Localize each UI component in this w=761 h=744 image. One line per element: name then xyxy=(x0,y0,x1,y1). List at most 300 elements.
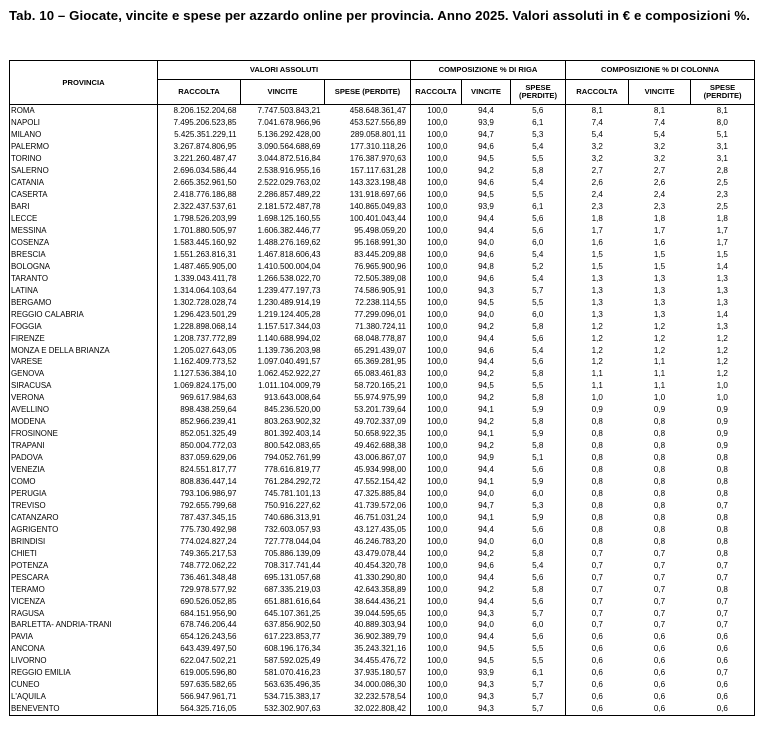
cell-colonna-raccolta: 0,6 xyxy=(591,632,603,642)
cell-vincite: 617.223.853,77 xyxy=(264,632,321,642)
cell-spese: 43.006.867,07 xyxy=(325,452,411,464)
cell-raccolta: 1.208.737.772,89 xyxy=(173,333,237,343)
cell-vincite: 732.603.057,93 xyxy=(264,524,321,534)
cell-riga-vincite: 94,4 xyxy=(478,465,494,475)
table-row xyxy=(10,476,755,488)
cell-spese: 41.330.290,80 xyxy=(325,571,411,583)
cell-spese: 34.455.476,72 xyxy=(325,655,411,667)
cell-provincia: PAVIA xyxy=(10,631,158,643)
cell-colonna-spese: 0,7 xyxy=(691,595,755,607)
table-row xyxy=(10,607,755,619)
cell-raccolta: 684.151.956,90 xyxy=(180,608,237,618)
table-row xyxy=(10,667,755,679)
cell-colonna-raccolta: 1,5 xyxy=(591,261,603,271)
cell-riga-raccolta: 100,0 xyxy=(427,226,448,235)
cell-vincite: 761.284.292,72 xyxy=(264,477,321,487)
cell-riga-vincite: 94,7 xyxy=(478,500,494,510)
cell-provincia: BRINDISI xyxy=(10,535,158,547)
cell-riga-spese: 5,6 xyxy=(511,571,566,583)
cell-colonna-raccolta: 0,8 xyxy=(591,524,603,534)
cell-raccolta: 837.059.629,06 xyxy=(180,453,237,463)
cell-colonna-vincite: 0,9 xyxy=(653,405,666,415)
cell-riga-spese: 5,1 xyxy=(511,452,566,464)
cell-spese: 42.643.358,89 xyxy=(325,583,411,595)
cell-vincite: 740.686.313,91 xyxy=(264,512,321,522)
cell-colonna-raccolta: 1,2 xyxy=(591,333,603,343)
cell-vincite: 1.698.125.160,55 xyxy=(257,214,321,224)
cell-raccolta: 1.314.064.103,64 xyxy=(173,285,237,295)
cell-provincia: BRESCIA xyxy=(10,248,158,260)
cell-colonna-spese: 1,3 xyxy=(691,272,755,284)
table-row xyxy=(10,499,755,511)
cell-vincite: 695.131.057,68 xyxy=(264,572,321,582)
cell-riga-raccolta: 100,0 xyxy=(427,345,448,355)
cell-colonna-spese: 1,2 xyxy=(691,368,755,380)
cell-colonna-vincite: 1,0 xyxy=(653,393,666,403)
header-spese-riga-line1: SPESE xyxy=(525,83,551,92)
cell-vincite: 708.317.741,44 xyxy=(264,560,321,570)
cell-colonna-raccolta: 1,3 xyxy=(591,273,603,283)
cell-colonna-vincite: 0,7 xyxy=(653,596,666,606)
cell-provincia: AVELLINO xyxy=(10,404,158,416)
cell-colonna-spese: 0,8 xyxy=(691,547,755,559)
cell-colonna-vincite: 1,3 xyxy=(653,273,666,283)
cell-riga-vincite: 94,4 xyxy=(478,357,494,367)
cell-colonna-spese: 0,7 xyxy=(691,607,755,619)
cell-colonna-vincite: 0,6 xyxy=(629,703,691,715)
cell-colonna-raccolta: 2,6 xyxy=(591,178,603,188)
header-raccolta: RACCOLTA xyxy=(158,80,241,105)
cell-raccolta: 1.701.880.505,97 xyxy=(173,226,237,235)
cell-colonna-spese: 0,8 xyxy=(691,535,755,547)
cell-colonna-spese: 0,8 xyxy=(691,488,755,500)
cell-colonna-spese: 1,7 xyxy=(691,225,755,237)
cell-provincia: MILANO xyxy=(10,129,158,141)
cell-colonna-raccolta: 2,7 xyxy=(591,166,603,176)
cell-provincia: TARANTO xyxy=(10,272,158,284)
cell-colonna-spese: 3,1 xyxy=(691,153,755,165)
cell-provincia: POTENZA xyxy=(10,559,158,571)
cell-provincia: REGGIO EMILIA xyxy=(10,667,158,679)
cell-raccolta: 852.051.325,49 xyxy=(180,429,237,439)
cell-riga-spese: 6,0 xyxy=(511,535,566,547)
cell-raccolta: 808.836.447,14 xyxy=(180,477,237,487)
cell-raccolta: 898.438.259,64 xyxy=(180,405,237,415)
cell-raccolta: 622.047.502,21 xyxy=(180,656,237,666)
cell-colonna-spese: 0,6 xyxy=(691,631,755,643)
cell-colonna-spese: 2,5 xyxy=(691,201,755,213)
cell-colonna-raccolta: 0,8 xyxy=(591,417,603,427)
cell-riga-raccolta: 100,0 xyxy=(427,512,448,522)
cell-riga-vincite: 94,4 xyxy=(478,524,494,534)
cell-spese: 50.658.922,35 xyxy=(325,428,411,440)
cell-riga-raccolta: 100,0 xyxy=(427,656,448,666)
cell-spese: 177.310.118,26 xyxy=(325,141,411,153)
cell-riga-vincite: 94,0 xyxy=(478,536,494,546)
cell-colonna-raccolta: 2,4 xyxy=(591,190,603,200)
cell-spese: 95.168.991,30 xyxy=(325,236,411,248)
table-row xyxy=(10,141,755,153)
cell-vincite: 2.522.029.763,02 xyxy=(257,178,321,188)
cell-colonna-vincite: 0,8 xyxy=(653,524,666,534)
cell-provincia: VENEZIA xyxy=(10,464,158,476)
table-row xyxy=(10,320,755,332)
cell-colonna-vincite: 0,8 xyxy=(653,536,666,546)
cell-raccolta: 736.461.348,48 xyxy=(180,572,237,582)
cell-spese: 176.387.970,63 xyxy=(325,153,411,165)
cell-colonna-vincite: 0,7 xyxy=(653,620,666,630)
cell-raccolta: 566.947.961,71 xyxy=(180,692,237,702)
cell-raccolta: 729.978.577,92 xyxy=(180,584,237,594)
cell-riga-spese: 5,3 xyxy=(511,129,566,141)
cell-raccolta: 850.004.772,03 xyxy=(180,441,237,451)
cell-provincia: FOGGIA xyxy=(10,320,158,332)
cell-vincite: 801.392.403,14 xyxy=(264,429,321,439)
cell-riga-spese: 6,0 xyxy=(511,308,566,320)
cell-provincia: FIRENZE xyxy=(10,332,158,344)
table-row xyxy=(10,583,755,595)
cell-riga-spese: 5,8 xyxy=(511,165,566,177)
cell-provincia: VERONA xyxy=(10,392,158,404)
table-row xyxy=(10,236,755,248)
cell-vincite: 7.041.678.966,96 xyxy=(257,118,321,128)
table-row xyxy=(10,464,755,476)
cell-provincia: COMO xyxy=(10,476,158,488)
cell-riga-vincite: 94,4 xyxy=(478,214,494,224)
cell-colonna-vincite: 0,8 xyxy=(653,417,666,427)
cell-spese: 72.238.114,55 xyxy=(325,296,411,308)
cell-colonna-vincite: 1,3 xyxy=(653,309,666,319)
cell-colonna-spese: 0,9 xyxy=(691,416,755,428)
cell-riga-spese: 5,7 xyxy=(511,284,566,296)
cell-provincia: MODENA xyxy=(10,416,158,428)
cell-colonna-raccolta: 0,6 xyxy=(591,692,603,702)
cell-colonna-vincite: 0,8 xyxy=(653,429,666,439)
cell-raccolta: 3.267.874.806,95 xyxy=(173,142,237,152)
cell-vincite: 1.488.276.169,62 xyxy=(257,237,321,247)
cell-riga-raccolta: 100,0 xyxy=(427,178,448,188)
cell-colonna-raccolta: 0,7 xyxy=(591,608,603,618)
cell-provincia: BOLOGNA xyxy=(10,260,158,272)
cell-provincia: SIRACUSA xyxy=(10,380,158,392)
cell-colonna-spese: 1,4 xyxy=(691,308,755,320)
cell-vincite: 563.635.496,35 xyxy=(264,680,321,690)
cell-colonna-spese: 0,9 xyxy=(691,440,755,452)
cell-riga-raccolta: 100,0 xyxy=(427,261,448,271)
cell-colonna-spese: 0,7 xyxy=(691,499,755,511)
cell-riga-vincite: 94,4 xyxy=(478,632,494,642)
cell-provincia: VARESE xyxy=(10,356,158,368)
cell-raccolta: 2.418.776.186,88 xyxy=(173,190,237,200)
cell-colonna-spese: 2,3 xyxy=(691,189,755,201)
cell-riga-vincite: 93,9 xyxy=(478,202,494,212)
cell-riga-raccolta: 100,0 xyxy=(427,297,448,307)
cell-vincite: 608.196.176,34 xyxy=(264,644,321,654)
cell-provincia: BENEVENTO xyxy=(10,703,158,715)
cell-colonna-raccolta: 0,6 xyxy=(591,656,603,666)
cell-colonna-spese: 0,6 xyxy=(691,643,755,655)
cell-riga-vincite: 94,6 xyxy=(478,142,494,152)
cell-vincite: 645.107.361,25 xyxy=(264,608,321,618)
cell-colonna-raccolta: 0,7 xyxy=(591,596,603,606)
cell-colonna-vincite: 0,7 xyxy=(653,584,666,594)
cell-colonna-vincite: 0,8 xyxy=(653,477,666,487)
cell-colonna-vincite: 0,8 xyxy=(653,441,666,451)
cell-colonna-raccolta: 0,8 xyxy=(591,512,603,522)
cell-spese: 453.527.556,89 xyxy=(325,117,411,129)
table-row xyxy=(10,703,755,715)
header-raccolta-riga: RACCOLTA xyxy=(411,80,462,105)
cell-vincite: 803.263.902,32 xyxy=(264,417,321,427)
cell-vincite: 3.090.564.688,69 xyxy=(257,142,321,152)
cell-provincia: TREVISO xyxy=(10,499,158,511)
cell-riga-spese: 5,5 xyxy=(511,189,566,201)
table-title: Tab. 10 – Giocate, vincite e spese per azzardo online per provincia. Anno 2025. Valori assoluti in € e composizioni %. xyxy=(9,8,750,23)
cell-provincia: GENOVA xyxy=(10,368,158,380)
cell-raccolta: 678.746.206,44 xyxy=(180,620,237,630)
cell-spese: 74.586.905,91 xyxy=(325,284,411,296)
cell-riga-spese: 5,7 xyxy=(511,691,566,703)
cell-colonna-raccolta: 1,1 xyxy=(591,381,603,391)
cell-riga-raccolta: 100,0 xyxy=(427,381,448,391)
cell-raccolta: 7.495.206.523,85 xyxy=(173,118,237,128)
header-spese-colonna-line2: (PERDITE) xyxy=(703,91,742,100)
cell-provincia: CATANZARO xyxy=(10,511,158,523)
cell-vincite: 794.052.761,99 xyxy=(264,453,321,463)
cell-provincia: VICENZA xyxy=(10,595,158,607)
cell-vincite: 1.062.452.922,27 xyxy=(257,369,321,379)
cell-riga-raccolta: 100,0 xyxy=(427,680,448,690)
table-row xyxy=(10,619,755,631)
cell-colonna-spese: 0,7 xyxy=(691,667,755,679)
cell-colonna-spese: 0,7 xyxy=(691,559,755,571)
cell-riga-vincite: 94,2 xyxy=(478,166,494,176)
cell-colonna-vincite: 1,3 xyxy=(653,285,666,295)
cell-spese: 47.552.154,42 xyxy=(325,476,411,488)
cell-colonna-spese: 1,0 xyxy=(691,380,755,392)
table-row xyxy=(10,308,755,320)
cell-vincite: 637.856.902,50 xyxy=(264,620,321,630)
cell-riga-vincite: 94,2 xyxy=(478,417,494,427)
cell-colonna-vincite: 5,4 xyxy=(653,130,666,140)
cell-colonna-raccolta: 1,1 xyxy=(591,369,603,379)
cell-colonna-vincite: 3,2 xyxy=(653,142,666,152)
cell-riga-spese: 5,5 xyxy=(511,655,566,667)
table-row xyxy=(10,691,755,703)
cell-riga-raccolta: 100,0 xyxy=(427,130,448,140)
cell-colonna-raccolta: 8,1 xyxy=(591,106,603,116)
cell-provincia: PALERMO xyxy=(10,141,158,153)
cell-spese: 157.117.631,28 xyxy=(325,165,411,177)
cell-colonna-spese: 1,3 xyxy=(691,320,755,332)
cell-colonna-raccolta: 0,6 xyxy=(591,644,603,654)
cell-riga-vincite: 94,4 xyxy=(478,572,494,582)
cell-colonna-raccolta: 1,2 xyxy=(591,357,603,367)
cell-riga-vincite: 94,1 xyxy=(478,429,494,439)
table-body xyxy=(10,105,755,716)
table-row xyxy=(10,440,755,452)
cell-spese: 43.479.078,44 xyxy=(325,547,411,559)
cell-colonna-raccolta: 2,3 xyxy=(591,202,603,212)
cell-provincia: L'AQUILA xyxy=(10,691,158,703)
cell-spese: 39.044.595,65 xyxy=(325,607,411,619)
cell-colonna-spese: 1,4 xyxy=(691,260,755,272)
cell-colonna-vincite: 0,8 xyxy=(653,500,666,510)
table-row xyxy=(10,452,755,464)
cell-riga-spese: 5,3 xyxy=(511,499,566,511)
cell-vincite: 745.781.101,13 xyxy=(264,488,321,498)
cell-provincia: REGGIO CALABRIA xyxy=(10,308,158,320)
cell-riga-spese: 5,6 xyxy=(511,105,566,117)
cell-riga-spese: 5,6 xyxy=(511,225,566,237)
cell-provincia: ROMA xyxy=(10,105,158,117)
cell-colonna-spese: 3,1 xyxy=(691,141,755,153)
cell-vincite: 913.643.008,64 xyxy=(264,393,321,403)
cell-vincite: 1.097.040.491,57 xyxy=(257,357,321,367)
cell-colonna-raccolta: 1,8 xyxy=(591,214,603,224)
cell-spese: 65.083.461,83 xyxy=(325,368,411,380)
cell-provincia: ANCONA xyxy=(10,643,158,655)
table-row xyxy=(10,332,755,344)
cell-spese: 38.644.436,21 xyxy=(325,595,411,607)
cell-riga-spese: 5,8 xyxy=(511,547,566,559)
cell-spese: 40.454.320,78 xyxy=(325,559,411,571)
cell-colonna-vincite: 3,2 xyxy=(653,154,666,164)
cell-riga-vincite: 94,6 xyxy=(478,178,494,188)
cell-riga-spese: 5,9 xyxy=(511,511,566,523)
cell-riga-raccolta: 100,0 xyxy=(427,249,448,259)
cell-riga-raccolta: 100,0 xyxy=(427,453,448,463)
cell-riga-spese: 5,8 xyxy=(511,440,566,452)
cell-riga-raccolta: 100,0 xyxy=(427,608,448,618)
cell-provincia: AGRIGENTO xyxy=(10,523,158,535)
cell-riga-spese: 5,6 xyxy=(511,356,566,368)
cell-riga-vincite: 94,2 xyxy=(478,321,494,331)
cell-raccolta: 1.228.898.068,14 xyxy=(173,321,237,331)
cell-vincite: 1.410.500.004,04 xyxy=(257,261,321,271)
cell-colonna-raccolta: 0,8 xyxy=(591,429,603,439)
cell-colonna-spese: 1,3 xyxy=(691,284,755,296)
cell-spese: 76.965.900,96 xyxy=(325,260,411,272)
cell-colonna-spese: 1,5 xyxy=(691,248,755,260)
header-provincia: PROVINCIA xyxy=(10,61,158,105)
cell-provincia: NAPOLI xyxy=(10,117,158,129)
cell-riga-vincite: 94,5 xyxy=(478,656,494,666)
cell-colonna-raccolta: 0,8 xyxy=(591,453,603,463)
cell-spese: 65.369.281,95 xyxy=(325,356,411,368)
cell-colonna-vincite: 1,1 xyxy=(653,381,666,391)
cell-colonna-vincite: 1,6 xyxy=(653,237,666,247)
cell-colonna-vincite: 1,7 xyxy=(653,226,666,235)
header-group-composizione-colonna: COMPOSIZIONE % DI COLONNA xyxy=(566,61,755,80)
cell-riga-spese: 5,9 xyxy=(511,428,566,440)
table-row xyxy=(10,189,755,201)
cell-colonna-vincite: 0,7 xyxy=(653,572,666,582)
cell-colonna-spese: 0,7 xyxy=(691,571,755,583)
cell-colonna-spese: 0,9 xyxy=(691,428,755,440)
cell-spese: 43.127.435,05 xyxy=(325,523,411,535)
cell-riga-spese: 6,1 xyxy=(511,117,566,129)
cell-provincia: MONZA E DELLA BRIANZA xyxy=(10,344,158,356)
cell-riga-raccolta: 100,0 xyxy=(427,166,448,176)
cell-colonna-raccolta: 1,5 xyxy=(591,249,603,259)
cell-vincite: 727.778.044,04 xyxy=(264,536,321,546)
cell-riga-spese: 5,4 xyxy=(511,272,566,284)
cell-riga-raccolta: 100,0 xyxy=(427,417,448,427)
cell-riga-spese: 5,7 xyxy=(511,679,566,691)
table-row xyxy=(10,643,755,655)
cell-riga-vincite: 94,5 xyxy=(478,297,494,307)
cell-colonna-raccolta: 1,3 xyxy=(591,297,603,307)
cell-colonna-vincite: 0,8 xyxy=(653,465,666,475)
cell-riga-raccolta: 100,0 xyxy=(427,357,448,367)
cell-colonna-raccolta: 0,6 xyxy=(566,703,629,715)
cell-vincite: 1.606.382.446,77 xyxy=(257,226,321,235)
cell-riga-vincite: 94,3 xyxy=(478,680,494,690)
cell-colonna-vincite: 0,8 xyxy=(653,488,666,498)
cell-riga-raccolta: 100,0 xyxy=(427,429,448,439)
cell-colonna-raccolta: 0,7 xyxy=(591,584,603,594)
cell-spese: 35.243.321,16 xyxy=(325,643,411,655)
cell-provincia: COSENZA xyxy=(10,236,158,248)
cell-riga-spese: 5,4 xyxy=(511,177,566,189)
cell-spese: 32.022.808,42 xyxy=(325,703,411,715)
cell-riga-spese: 5,4 xyxy=(511,248,566,260)
cell-colonna-raccolta: 7,4 xyxy=(591,118,603,128)
cell-colonna-vincite: 1,2 xyxy=(653,321,666,331)
table-row xyxy=(10,272,755,284)
cell-colonna-vincite: 0,7 xyxy=(653,608,666,618)
cell-riga-raccolta: 100,0 xyxy=(427,405,448,415)
cell-vincite: 845.236.520,00 xyxy=(264,405,321,415)
table-row xyxy=(10,105,755,117)
cell-colonna-vincite: 0,6 xyxy=(653,632,666,642)
cell-colonna-vincite: 0,6 xyxy=(653,668,666,678)
cell-raccolta: 852.966.239,41 xyxy=(180,417,237,427)
cell-riga-spese: 5,7 xyxy=(511,607,566,619)
cell-vincite: 1.230.489.914,19 xyxy=(257,297,321,307)
cell-provincia: CATANIA xyxy=(10,177,158,189)
cell-riga-spese: 5,6 xyxy=(511,332,566,344)
cell-raccolta: 2.322.437.537,61 xyxy=(173,202,237,212)
cell-riga-raccolta: 100,0 xyxy=(427,668,448,678)
cell-colonna-vincite: 1,2 xyxy=(653,345,666,355)
cell-vincite: 687.335.219,03 xyxy=(264,584,321,594)
cell-raccolta: 1.339.043.411,78 xyxy=(174,273,237,283)
cell-colonna-spese: 0,6 xyxy=(691,703,755,715)
cell-riga-raccolta: 100,0 xyxy=(427,202,448,212)
cell-provincia: PADOVA xyxy=(10,452,158,464)
cell-riga-spese: 5,9 xyxy=(511,404,566,416)
cell-riga-raccolta: 100,0 xyxy=(427,190,448,200)
cell-colonna-spese: 0,8 xyxy=(691,464,755,476)
cell-riga-vincite: 94,5 xyxy=(478,381,494,391)
cell-riga-raccolta: 100,0 xyxy=(427,214,448,224)
table-row xyxy=(10,488,755,500)
cell-colonna-vincite: 1,5 xyxy=(653,249,666,259)
cell-colonna-raccolta: 0,8 xyxy=(591,441,603,451)
cell-colonna-raccolta: 1,2 xyxy=(591,321,603,331)
cell-colonna-vincite: 0,6 xyxy=(653,680,666,690)
cell-colonna-raccolta: 0,8 xyxy=(591,465,603,475)
cell-riga-spese: 5,5 xyxy=(511,380,566,392)
cell-spese: 32.232.578,54 xyxy=(325,691,411,703)
cell-riga-spese: 5,8 xyxy=(511,392,566,404)
cell-spese: 55.974.975,99 xyxy=(325,392,411,404)
cell-riga-raccolta: 100,0 xyxy=(427,477,448,487)
cell-raccolta: 1.302.728.028,74 xyxy=(173,297,237,307)
cell-riga-raccolta: 100,0 xyxy=(427,309,448,319)
